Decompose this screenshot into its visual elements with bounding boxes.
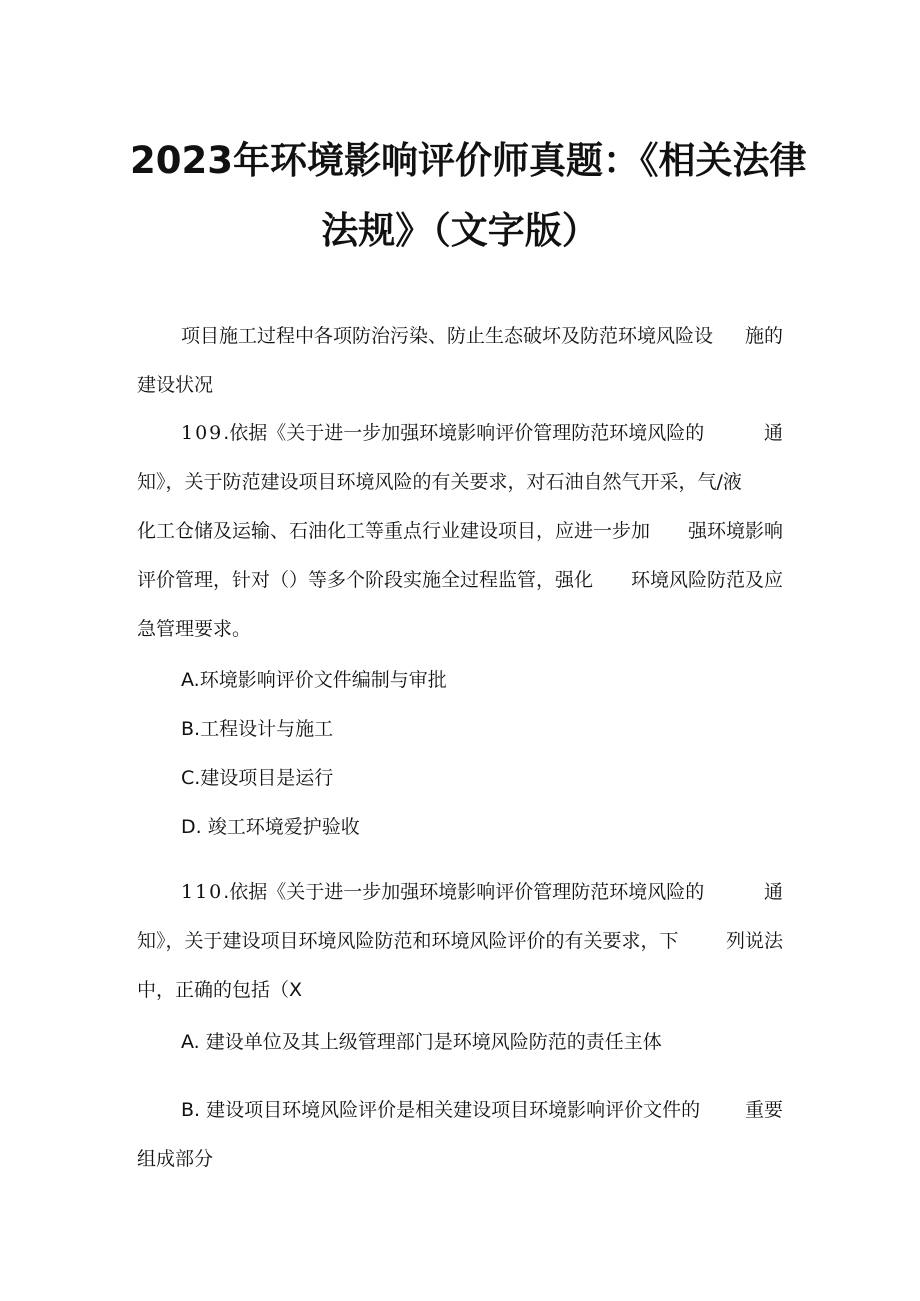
q109-line-2: 知》，关于防范建设项目环境风险的有关要求，对石油自然气开采，气/液	[137, 471, 742, 493]
q109-option-c: C.建设项目是运行	[181, 767, 334, 789]
q109-line-3	[137, 519, 783, 543]
q109-line-4-text: 评价管理，针对（）等多个阶段实施全过程监管，强化	[137, 569, 594, 591]
q109-line-1-text: .依据《关于进一步加强环境影响评价管理防范环境风险的	[223, 422, 705, 444]
q110-line-3: 中，正确的包括（X	[137, 979, 303, 1001]
q109-line-1	[181, 421, 783, 445]
q110-option-b-text: B. 建设项目环境风险评价是相关建设项目环境影响评价文件的	[181, 1099, 701, 1121]
q110-option-b-end: 重要	[744, 1099, 783, 1121]
q109-line-3-text: 化工仓储及运输、石油化工等重点行业建设项目，应进一步加	[137, 520, 651, 542]
q110-option-b-line-2: 组成部分	[137, 1148, 214, 1170]
q110-line-1	[181, 880, 783, 904]
intro-line-1-end: 施的	[744, 325, 783, 347]
q109-line-4	[137, 568, 783, 592]
q110-number: 110	[181, 881, 224, 903]
q110-option-b	[181, 1098, 783, 1122]
intro-line-1-text: 项目施工过程中各项防治污染、防止生态破坏及防范环境风险设	[181, 325, 714, 347]
intro-line-1	[181, 324, 783, 348]
q110-line-1-text: .依据《关于进一步加强环境影响评价管理防范环境风险的	[223, 881, 705, 903]
q110-line-1-end: 通	[763, 881, 783, 903]
q109-number: 109	[181, 422, 224, 444]
document-title-line2: 法规》（文字版）	[321, 209, 599, 252]
q110-line-2-end: 列说法	[725, 930, 783, 952]
q110-option-a: A. 建设单位及其上级管理部门是环境风险防范的责任主体	[181, 1031, 662, 1053]
document-title-line1: 2023年环境影响评价师真题：《相关法律	[130, 139, 807, 182]
intro-line-2: 建设状况	[137, 374, 214, 396]
q109-head	[181, 421, 704, 445]
q109-line-3-end: 强环境影响	[687, 520, 783, 542]
q109-option-b: B.工程设计与施工	[181, 718, 334, 740]
q110-head	[181, 880, 704, 904]
q110-line-2	[137, 929, 783, 953]
q109-option-d: D. 竣工环境爱护验收	[181, 816, 360, 838]
q110-line-2-text: 知》，关于建设项目环境风险防范和环境风险评价的有关要求，下	[137, 930, 679, 952]
q109-option-a: A.环境影响评价文件编制与审批	[181, 669, 447, 691]
q109-line-5: 急管理要求。	[137, 618, 252, 640]
q109-line-1-end: 通	[763, 422, 783, 444]
q109-line-4-end: 环境风险防范及应	[630, 569, 783, 591]
